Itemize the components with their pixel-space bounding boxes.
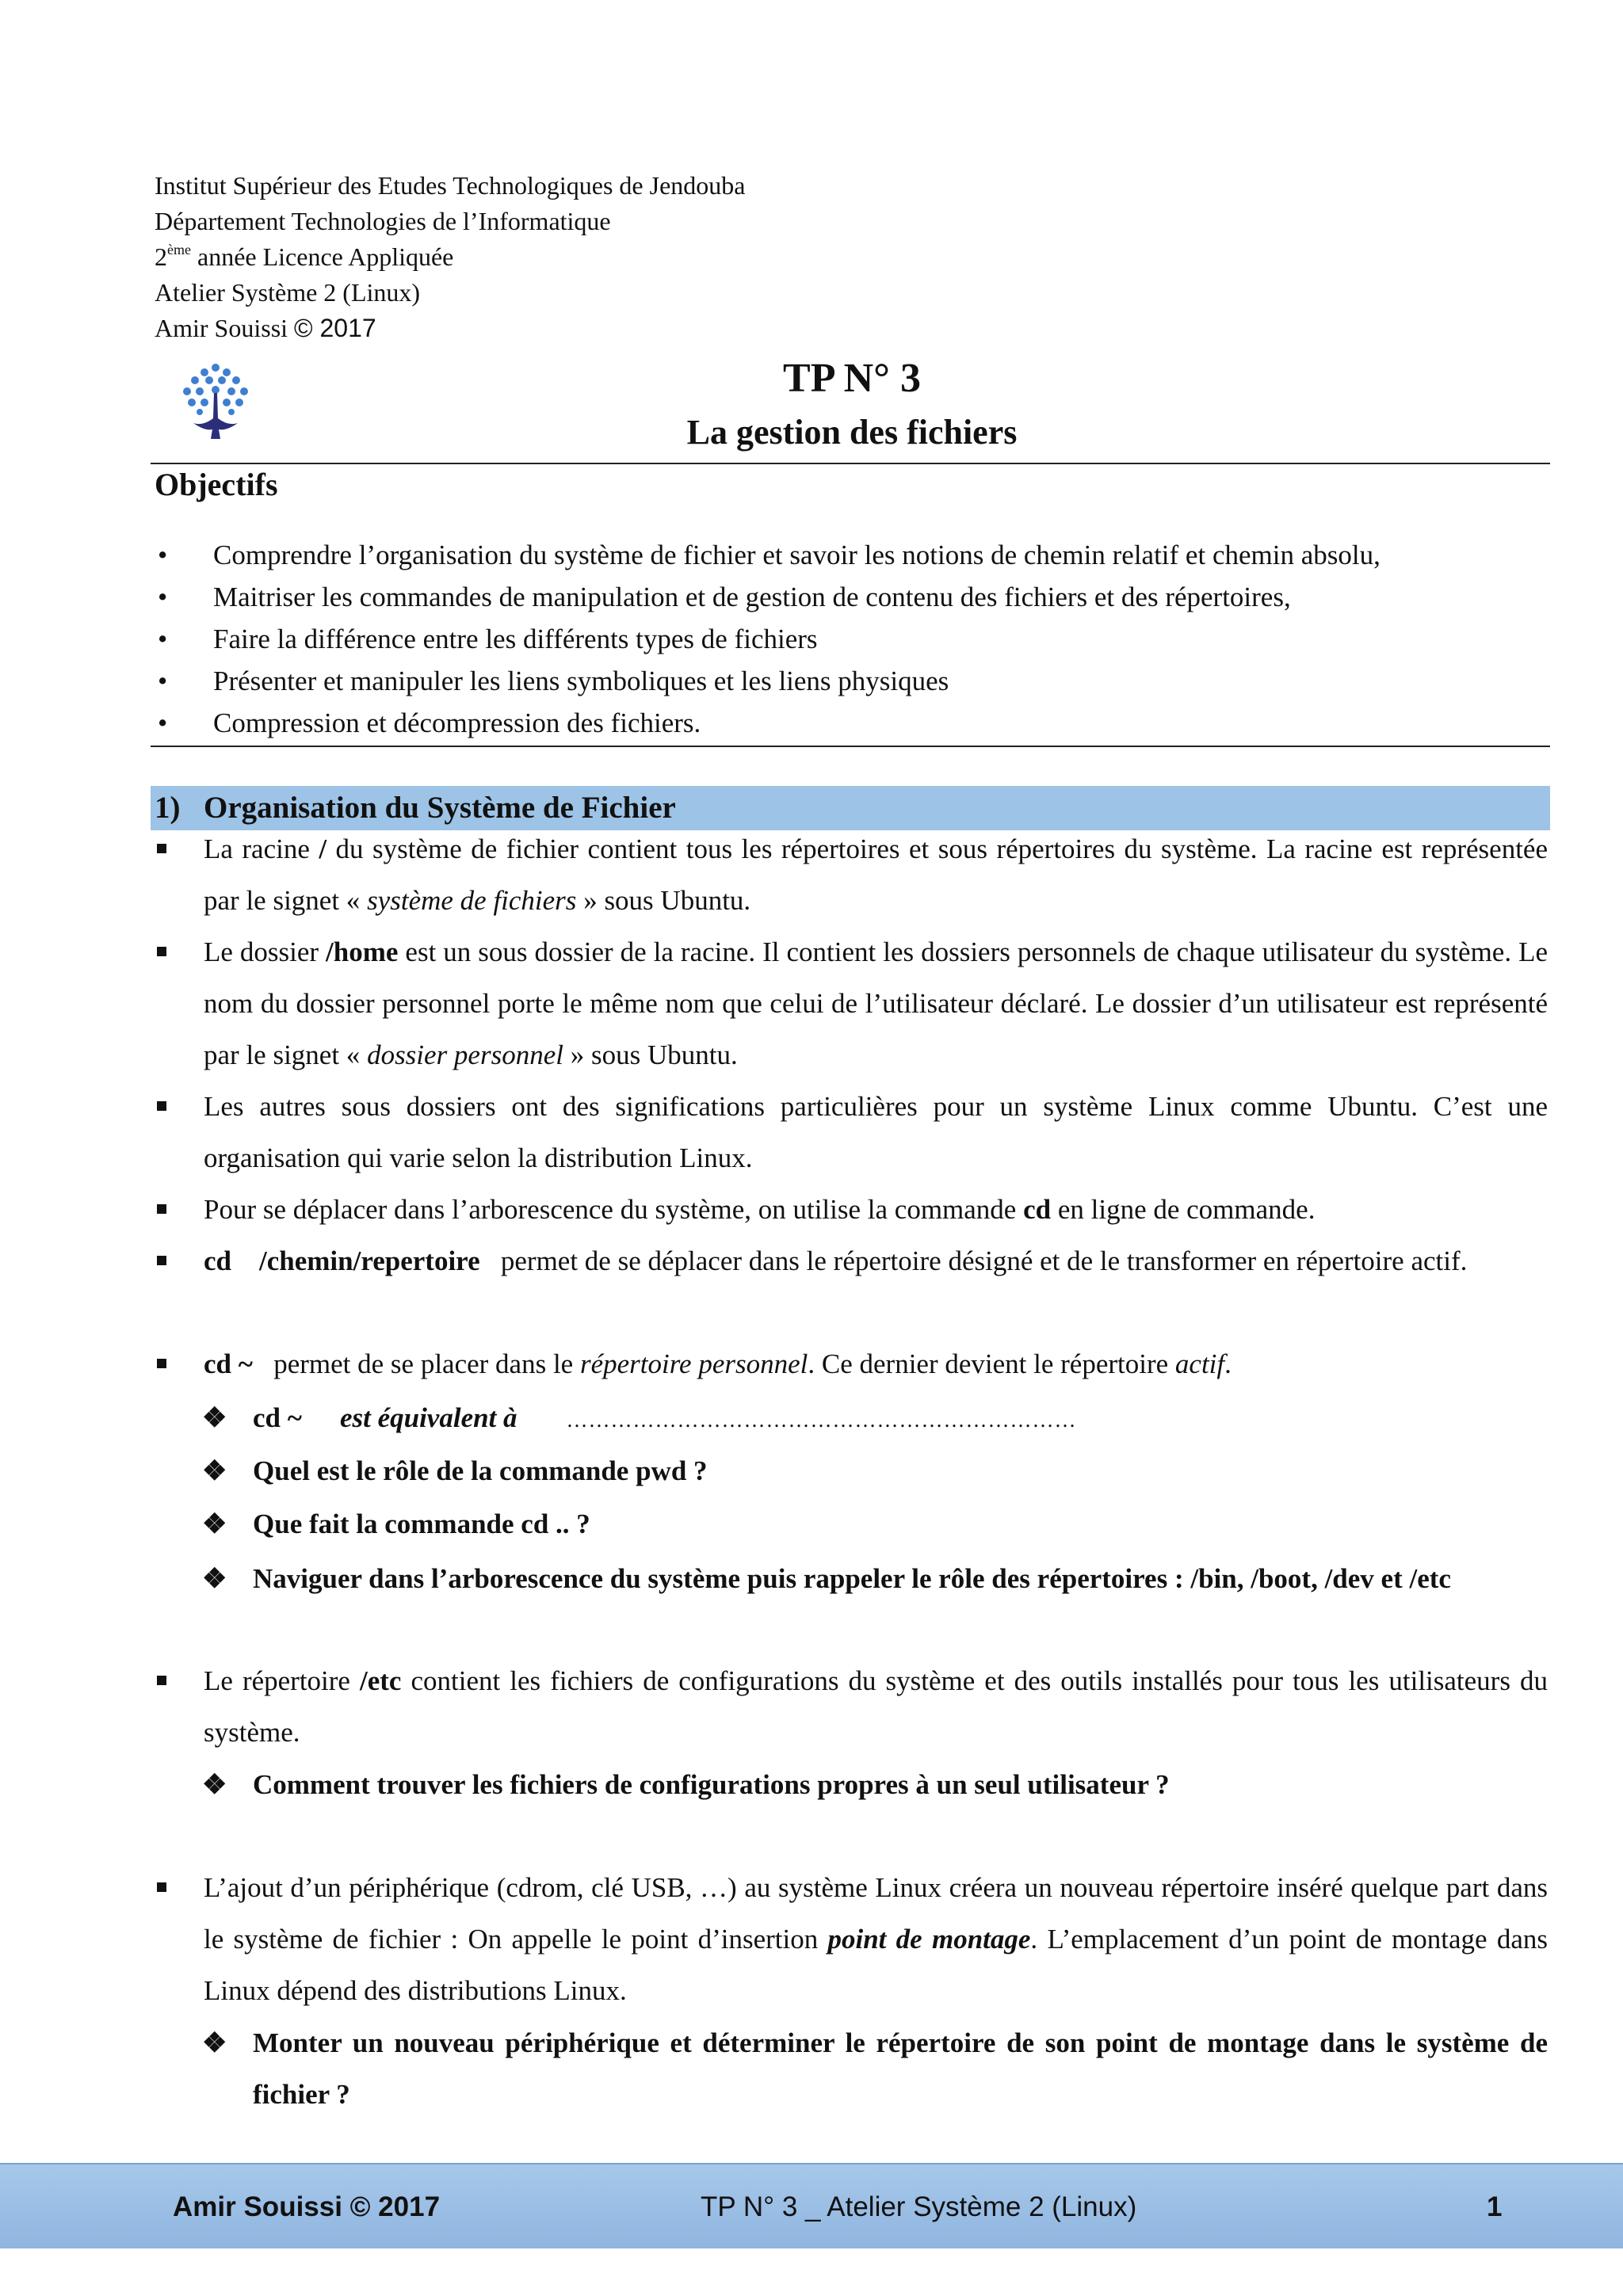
question-text: Naviguer dans l’arborescence du système puis rappeler le rôle des répertoires : /bin, /boot, /dev et /etc	[253, 1563, 1451, 1594]
diamond-bullet-icon: ❖	[202, 1455, 227, 1486]
path-root: /	[319, 833, 327, 864]
question-text: Monter un nouveau périphérique et déterminer le répertoire de son point de montage dans le système de fichier ?	[253, 2027, 1548, 2110]
question-cd-dotdot	[202, 1498, 1548, 1550]
department-line: Département Technologies de l’Informatique	[155, 207, 611, 235]
bullet-icon: •	[158, 540, 168, 570]
paragraph-cd-home	[155, 1338, 1548, 1390]
paragraph-cd	[155, 1184, 1548, 1235]
diamond-bullet-icon: ❖	[202, 2027, 227, 2058]
objectives-rule	[151, 746, 1550, 747]
diamond-bullet-icon: ❖	[202, 1563, 227, 1594]
question-navigate	[202, 1553, 1548, 1604]
year-line	[155, 239, 745, 275]
author-year: © 2017	[294, 314, 376, 342]
question-text: Quel est le rôle de la commande pwd ?	[253, 1455, 708, 1486]
author-name: Amir Souissi	[155, 314, 295, 342]
question-text: Que fait la commande cd .. ?	[253, 1508, 590, 1539]
text: » sous Ubuntu.	[563, 1039, 738, 1070]
text: » sous Ubuntu.	[576, 885, 751, 916]
path-etc: /etc	[360, 1665, 402, 1696]
page-footer	[0, 2163, 1623, 2248]
bullet-icon: •	[158, 582, 168, 612]
paragraph-mount	[155, 1862, 1548, 2016]
path-home: /home	[326, 936, 399, 967]
objective-item	[155, 534, 1549, 576]
year-number: 2	[155, 242, 167, 271]
header-block	[155, 168, 745, 346]
command-cd-path: cd /chemin/repertoire	[204, 1245, 480, 1276]
institute-line: Institut Supérieur des Etudes Technologiques de Jendouba	[155, 171, 746, 200]
footer-page-number: 1	[1487, 2191, 1503, 2222]
tp-subtitle: La gestion des fichiers	[686, 413, 1018, 452]
answer-blank: ……………………………………………………………	[566, 1408, 1077, 1432]
footer-title: TP N° 3 _ Atelier Système 2 (Linux)	[701, 2191, 1137, 2222]
objective-item	[155, 702, 1549, 744]
question-text: Comment trouver les fichiers de configurations propres à un seul utilisateur ?	[253, 1769, 1170, 1800]
objective-text: Comprendre l’organisation du système de fichier et savoir les notions de chemin relatif et chemin absolu,	[213, 540, 1381, 570]
text: est équivalent à	[339, 1402, 517, 1433]
objective-text: Présenter et manipuler les liens symboliques et les liens physiques	[213, 666, 949, 696]
year-superscript: ème	[167, 242, 191, 257]
command-cd: cd	[1023, 1194, 1052, 1225]
text: La racine	[204, 833, 319, 864]
diamond-bullet-icon: ❖	[202, 1402, 227, 1433]
course-line: Atelier Système 2 (Linux)	[155, 278, 421, 307]
paragraph-subfolders	[155, 1081, 1548, 1184]
text: .	[1224, 1348, 1232, 1379]
question-user-config	[202, 1759, 1548, 1810]
bullet-icon: •	[158, 624, 168, 654]
text: permet de se déplacer dans le répertoire désigné et de le transformer en répertoire actif.	[479, 1245, 1468, 1276]
paragraph-home	[155, 926, 1548, 1081]
objective-text: Maitriser les commandes de manipulation et de gestion de contenu des fichiers et des répertoires,	[213, 582, 1291, 612]
diamond-bullet-icon: ❖	[202, 1769, 227, 1800]
paragraph-etc	[155, 1655, 1548, 1758]
text: permet de se placer dans le	[252, 1348, 580, 1379]
signet-name: dossier personnel	[367, 1039, 563, 1070]
objectives-list	[155, 534, 1549, 744]
text: L’ajout d’un périphérique (cdrom, clé USB, …) au système Linux créera un nouveau répertoire inséré quelque part dans le système de fichier : On appelle le point d’insertion	[204, 1872, 1548, 1955]
text: contient les fichiers de configurations du système et des outils installés pour tous les utilisateurs du système.	[204, 1665, 1548, 1748]
term-mount-point: point de montage	[827, 1924, 1031, 1955]
section-number: 1)	[155, 791, 181, 825]
objective-item	[155, 660, 1549, 702]
text: Pour se déplacer dans l’arborescence du système, on utilise la commande	[204, 1194, 1024, 1225]
objective-text: Faire la différence entre les différents types de fichiers	[213, 624, 818, 654]
section-title: Organisation du Système de Fichier	[204, 791, 676, 825]
question-cd-tilde	[202, 1392, 1548, 1446]
tp-title: TP N° 3	[783, 356, 921, 401]
bullet-icon: •	[158, 666, 168, 696]
command-cd-tilde: cd ~	[253, 1402, 302, 1433]
command-cd-tilde: cd ~	[204, 1348, 253, 1379]
title-rule	[151, 463, 1550, 464]
term: répertoire personnel	[579, 1348, 808, 1379]
signet-name: système de fichiers	[367, 885, 577, 916]
text: . Ce dernier devient le répertoire	[808, 1348, 1175, 1379]
footer-author: Amir Souissi © 2017	[173, 2191, 441, 2222]
objectives-heading: Objectifs	[155, 467, 278, 502]
bullet-icon: •	[158, 707, 168, 738]
text: Le répertoire	[204, 1665, 361, 1696]
year-rest: année Licence Appliquée	[190, 242, 454, 271]
text: est un sous dossier de la racine. Il contient les dossiers personnels de chaque utilisateur du système. Le nom du dossier personnel porte le même nom que celui de l’utilisateur déclaré. Le dossier d’un utilisateur est représenté par le signet «	[204, 936, 1548, 1070]
text: en ligne de commande.	[1051, 1194, 1316, 1225]
objective-item	[155, 618, 1549, 660]
diamond-bullet-icon: ❖	[202, 1508, 227, 1539]
author-line	[155, 311, 745, 346]
text: du système de fichier contient tous les répertoires et sous répertoires du système. La racine est représentée par le signet «	[204, 833, 1548, 916]
text: . L’emplacement d’un point de montage dans Linux dépend des distributions Linux.	[204, 1924, 1548, 2006]
text: Le dossier	[204, 936, 327, 967]
paragraph-cd-path	[155, 1235, 1548, 1287]
question-pwd	[202, 1445, 1548, 1497]
paragraph-root	[155, 823, 1548, 926]
question-mount	[202, 2017, 1548, 2120]
objective-text: Compression et décompression des fichiers.	[213, 707, 701, 738]
term: actif	[1174, 1348, 1225, 1379]
objective-item	[155, 576, 1549, 618]
text: Les autres sous dossiers ont des significations particulières pour un système Linux comme Ubuntu. C’est une organisation qui varie selon la distribution Linux.	[204, 1091, 1548, 1173]
